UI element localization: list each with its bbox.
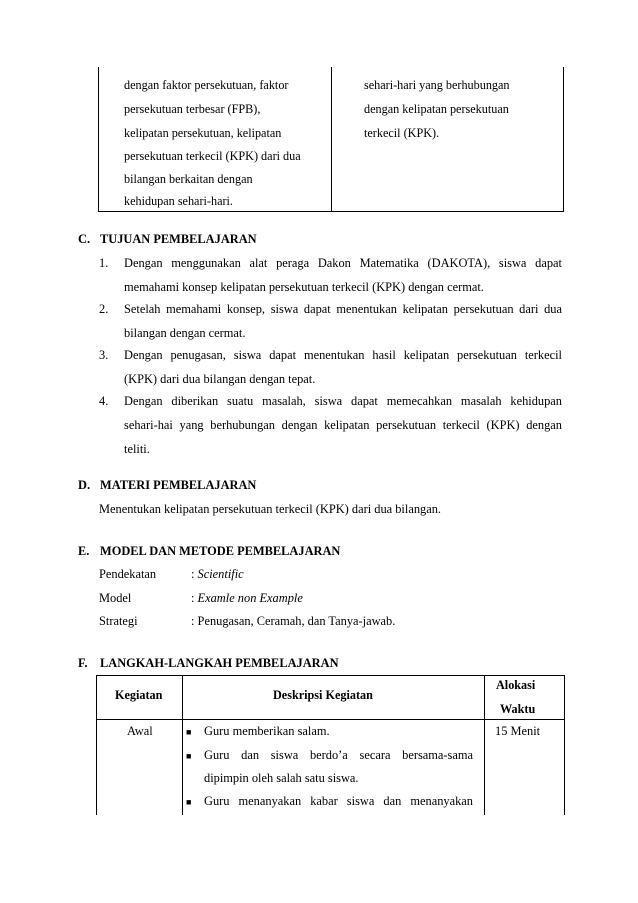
list-item-line: (KPK) dari dua bilangan dengan tepat. xyxy=(124,372,316,386)
field-label-pendekatan: Pendekatan xyxy=(99,567,157,581)
table-left-line: persekutuan terkecil (KPK) dari dua xyxy=(124,149,301,163)
header-kegiatan: Kegiatan xyxy=(115,688,163,702)
bullet-square-icon: ■ xyxy=(186,751,192,761)
list-number: 3. xyxy=(99,348,109,362)
list-item-line: teliti. xyxy=(124,442,150,456)
bullet-square-icon: ■ xyxy=(186,797,192,807)
section-title: MODEL DAN METODE PEMBELAJARAN xyxy=(100,544,341,558)
header-deskripsi: Deskripsi Kegiatan xyxy=(273,688,373,702)
table-left-line: kehidupan sehari-hari. xyxy=(124,194,233,208)
bullet-line: Guru menanyakan kabar siswa dan menanyakan xyxy=(204,794,473,808)
list-item-line: Setelah memahami konsep, siswa dapat menentukan kelipatan persekutuan dari dua xyxy=(124,302,562,316)
section-title: TUJUAN PEMBELAJARAN xyxy=(100,232,257,246)
table-right-line: terkecil (KPK). xyxy=(364,126,440,140)
steps-col-divider xyxy=(182,676,183,815)
section-letter: D. xyxy=(78,478,91,492)
table-left-line: kelipatan persekutuan, kelipatan xyxy=(124,126,282,140)
steps-col-divider xyxy=(484,676,485,815)
list-item-line: bilangan dengan cermat. xyxy=(124,326,246,340)
row-kegiatan: Awal xyxy=(127,724,153,738)
list-item-line: memahami konsep kelipatan persekutuan terkecil (KPK) dengan cermat. xyxy=(124,280,484,294)
list-number: 2. xyxy=(99,302,109,316)
table-left-line: persekutuan terbesar (FPB), xyxy=(124,102,261,116)
field-label-strategi: Strategi xyxy=(99,614,138,628)
list-number: 1. xyxy=(99,256,109,270)
table-right-line: dengan kelipatan persekutuan xyxy=(364,102,509,116)
field-value-strategi: : Penugasan, Ceramah, dan Tanya-jawab. xyxy=(191,614,396,628)
table-left-line: bilangan berkaitan dengan xyxy=(124,172,253,186)
bullet-square-icon: ■ xyxy=(186,727,192,737)
field-label-model: Model xyxy=(99,591,132,605)
list-item-line: Dengan penugasan, siswa dapat menentukan hasil kelipatan persekutuan terkecil xyxy=(124,348,562,362)
bullet-line: Guru dan siswa berdo’a secara bersama-sama xyxy=(204,748,473,762)
list-item-line: sehari-hai yang berhubungan dengan kelipatan persekutuan terkecil (KPK) dengan xyxy=(124,418,562,432)
bullet-line: Guru memberikan salam. xyxy=(204,724,330,738)
row-waktu: 15 Menit xyxy=(495,724,541,738)
list-item-line: Dengan diberikan suatu masalah, siswa dapat memecahkan masalah kehidupan xyxy=(124,394,562,408)
list-number: 4. xyxy=(99,394,109,408)
list-item-line: Dengan menggunakan alat peraga Dakon Matematika (DAKOTA), siswa dapat xyxy=(124,256,562,270)
header-alokasi: Alokasi xyxy=(496,678,536,692)
table-divider xyxy=(331,67,332,211)
header-waktu: Waktu xyxy=(500,702,536,716)
section-letter: F. xyxy=(78,656,88,670)
field-value-model: : Examle non Example xyxy=(191,591,303,605)
bullet-line: dipimpin oleh salah satu siswa. xyxy=(204,771,359,785)
materi-text: Menentukan kelipatan persekutuan terkecil (KPK) dari dua bilangan. xyxy=(99,502,442,516)
section-letter: C. xyxy=(78,232,91,246)
section-title: LANGKAH-LANGKAH PEMBELAJARAN xyxy=(100,656,339,670)
section-title: MATERI PEMBELAJARAN xyxy=(100,478,257,492)
section-letter: E. xyxy=(78,544,90,558)
table-left-line: dengan faktor persekutuan, faktor xyxy=(124,78,289,92)
field-value-pendekatan: : Scientific xyxy=(191,567,244,581)
steps-header-divider xyxy=(97,719,564,720)
table-right-line: sehari-hari yang berhubungan xyxy=(364,78,510,92)
